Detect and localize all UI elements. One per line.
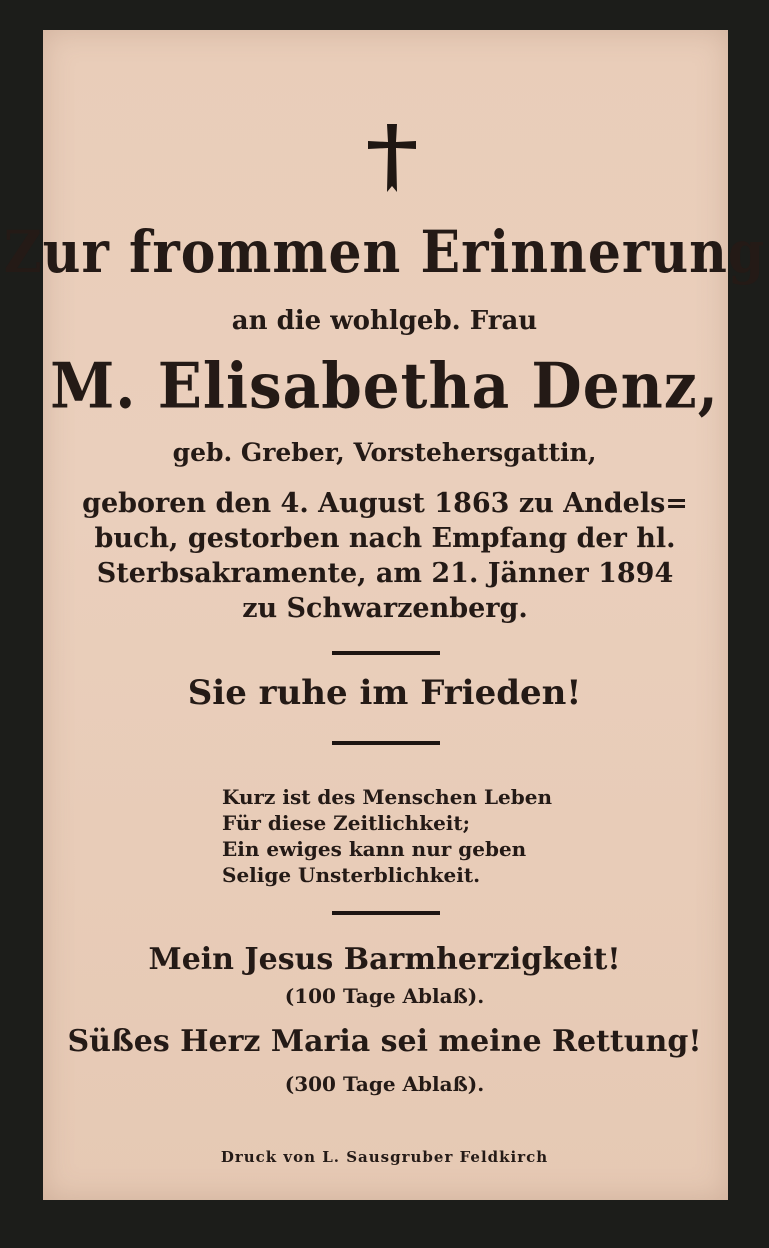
verse-line: Ein ewiges kann nur geben	[222, 837, 527, 861]
biography	[70, 486, 700, 626]
indulgence-note: (300 Tage Ablaß).	[284, 1072, 485, 1096]
deceased-name: M. Elisabetha Denz,	[50, 349, 719, 423]
bio-line: buch, gestorben nach Empfang der hl.	[94, 523, 676, 554]
verse	[222, 784, 642, 888]
prayer-line: Süßes Herz Maria sei meine Rettung!	[67, 1024, 702, 1059]
verse-line: Kurz ist des Menschen Leben	[222, 785, 552, 809]
verse-line: Für diese Zeitlichkeit;	[222, 811, 471, 835]
verse-line: Selige Unsterblichkeit.	[222, 863, 481, 887]
bio-line: zu Schwarzenberg.	[242, 593, 528, 624]
cross-icon	[366, 122, 418, 194]
rest-in-peace: Sie ruhe im Frieden!	[187, 673, 582, 713]
card-title: Zur frommen Erinnerung	[3, 218, 766, 287]
bio-line: geboren den 4. August 1863 zu Andels=	[82, 488, 688, 519]
bio-line: Sterbsakramente, am 21. Jänner 1894	[96, 558, 674, 589]
maiden-name-line: geb. Greber, Vorstehersgattin,	[172, 438, 597, 467]
dedication-line: an die wohlgeb. Frau	[231, 306, 538, 336]
indulgence-note: (100 Tage Ablaß).	[284, 984, 485, 1008]
prayer-line: Mein Jesus Barmherzigkeit!	[148, 942, 621, 977]
divider	[332, 741, 440, 745]
divider	[332, 911, 440, 915]
divider	[332, 651, 440, 655]
printer-imprint: Druck von L. Sausgruber Feldkirch	[220, 1148, 549, 1166]
